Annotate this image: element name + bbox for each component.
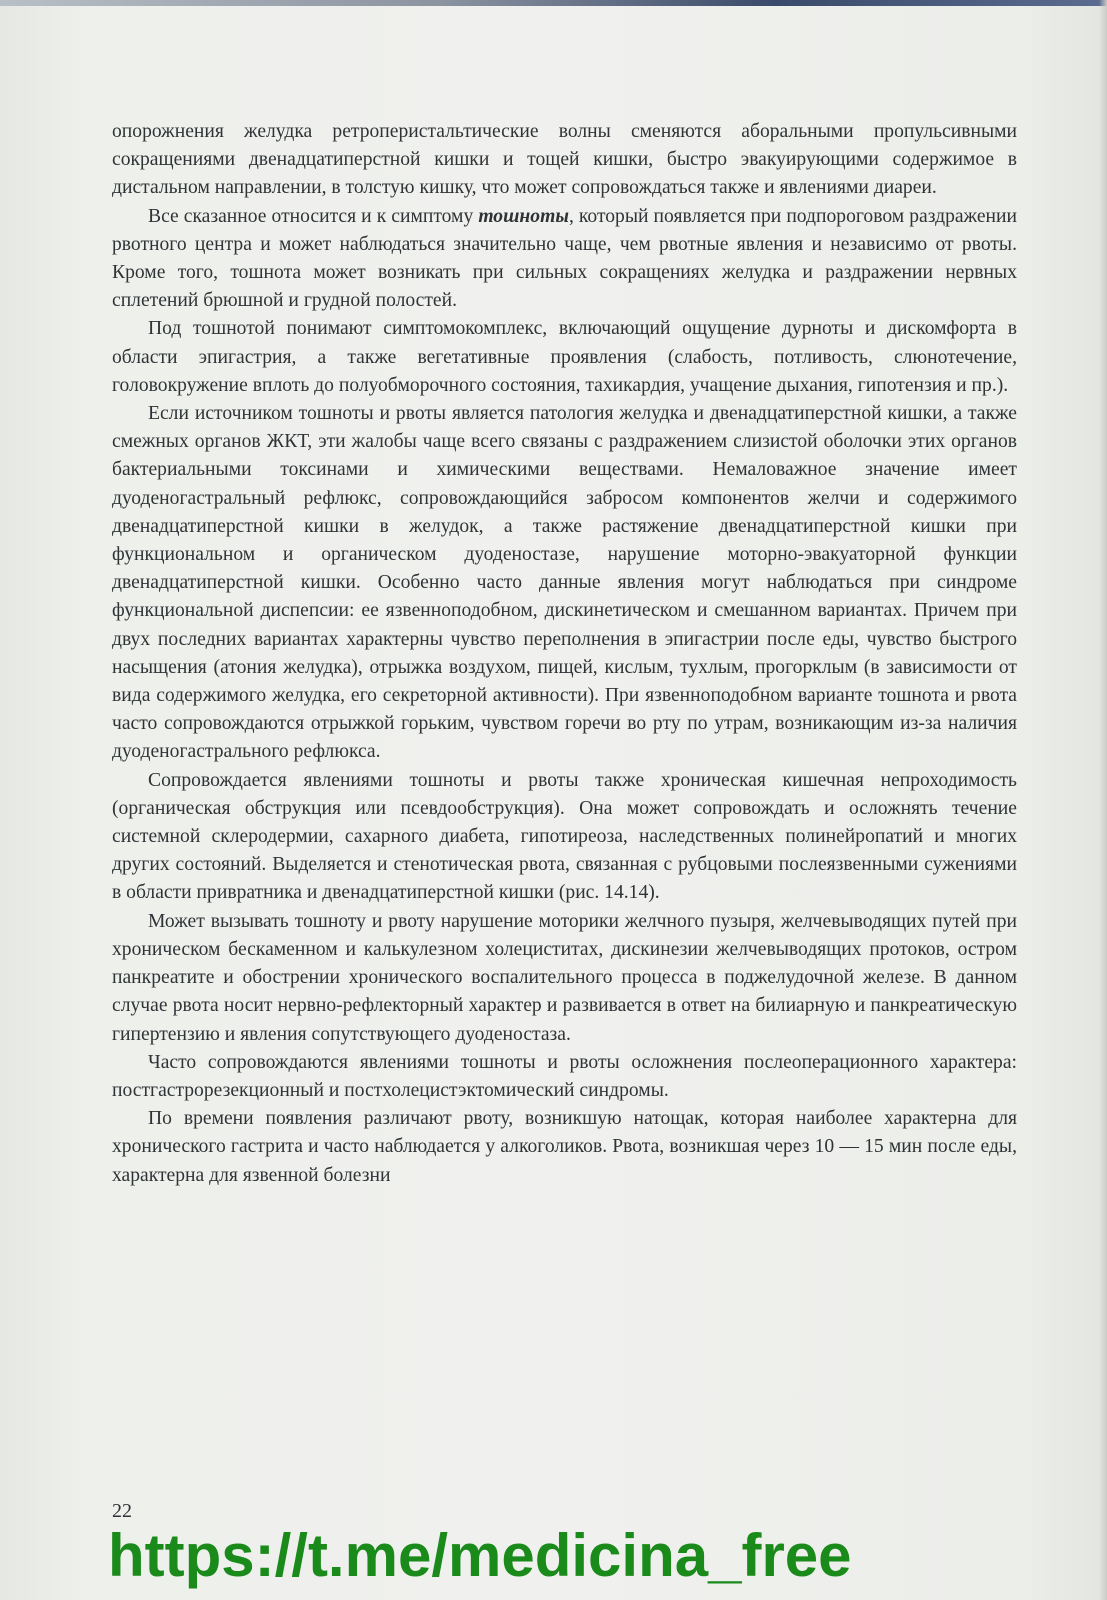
paragraph-2-after: , который появляется при подпороговом раздражении рвотного центра и может наблюдаться значительно чаще, чем рвотные явления и независимо от рвоты. Кроме того, тошнота может возникать при сильных сокращениях желудка и раздражении нервных сплетений брюшной и грудной полостей.	[112, 205, 1017, 312]
paragraph-2	[112, 203, 1017, 316]
paragraph-2-before: Все сказанное относится и к симптому	[148, 205, 479, 227]
page-number: 22	[112, 1500, 132, 1522]
paragraph-7: Часто сопровождаются явлениями тошноты и рвоты осложнения послеоперационного характера: постгастрорезекционный и постхолецистэктомический синдромы.	[112, 1051, 1017, 1101]
paragraph-8: По времени появления различают рвоту, возникшую натощак, которая наиболее характерна для хронического гастрита и часто наблюдается у алкоголиков. Рвота, возникшая через 10 — 15 мин после еды, характерна для язвенной болезни	[112, 1108, 1017, 1186]
watermark-link[interactable]: https://t.me/medicina_free	[108, 1522, 852, 1589]
emphasis-term: тошноты	[478, 205, 569, 227]
paragraph-4: Если источником тошноты и рвоты является патология желудка и двенадцатиперстной кишки, а также смежных органов ЖКТ, эти жалобы чаще всего связаны с раздражением слизистой оболочки этих органов бактериальными токсинами и химическими веществами. Немаловажное значение имеет дуоденогастральный рефлюкс, сопровождающийся забросом компонентов желчи и содержимого двенадцатиперстной кишки в желудок, а также растяжение двенадцатиперстной кишки при функциональном и органическом дуоденостазе, нарушение моторно-эвакуаторной функции двенадцатиперстной кишки. Особенно часто данные явления могут наблюдаться при синдроме функциональной диспепсии: ее язвенноподобном, дискинетическом и смешанном вариантах. Причем при двух последних вариантах характерны чувство переполнения в эпигастрии после еды, чувство быстрого насыщения (атония желудка), отрыжка воздухом, пищей, кислым, тухлым, прогорклым (в зависимости от вида содержимого желудка, его секреторной активности). При язвенноподобном варианте тошнота и рвота часто сопровождаются отрыжкой горьким, чувством горечи во рту по утрам, возникающим из-за наличия дуоденогастрального рефлюкса.	[112, 403, 1017, 763]
page-right-edge	[1099, 0, 1107, 1600]
body-text	[112, 118, 1017, 1190]
paragraph-5: Сопровождается явлениями тошноты и рвоты также хроническая кишечная непроходимость (органическая обструкция или псевдообструкция). Она может сопровождать и осложнять течение системной склеродермии, сахарного диабета, гипотиреоза, наследственных полинейропатий и многих других состояний. Выделяется и стенотическая рвота, связанная с рубцовыми послеязвенными сужениями в области привратника и двенадцатиперстной кишки (рис. 14.14).	[112, 769, 1017, 904]
paragraph-1: опорожнения желудка ретроперистальтические волны сменяются аборальными пропульсивными сокращениями двенадцатиперстной кишки и тощей кишки, быстро эвакуирующими содержимое в дистальном направлении, в толстую кишку, что может сопровождаться также и явлениями диареи.	[112, 121, 1017, 199]
paragraph-3: Под тошнотой понимают симптомокомплекс, включающий ощущение дурноты и дискомфорта в области эпигастрия, а также вегетативные проявления (слабость, потливость, слюнотечение, головокружение вплоть до полуобморочного состояния, тахикардия, учащение дыхания, гипотензия и пр.).	[112, 318, 1017, 396]
paragraph-6: Может вызывать тошноту и рвоту нарушение моторики желчного пузыря, желчевыводящих путей при хроническом бескаменном и калькулезном холециститах, дискинезии желчевыводящих протоков, остром панкреатите и обострении хронического воспалительного процесса в поджелудочной железе. В данном случае рвота носит нервно-рефлекторный характер и развивается в ответ на билиарную и панкреатическую гипертензию и явления сопутствующего дуоденостаза.	[112, 910, 1017, 1045]
page-top-edge	[0, 0, 1107, 6]
